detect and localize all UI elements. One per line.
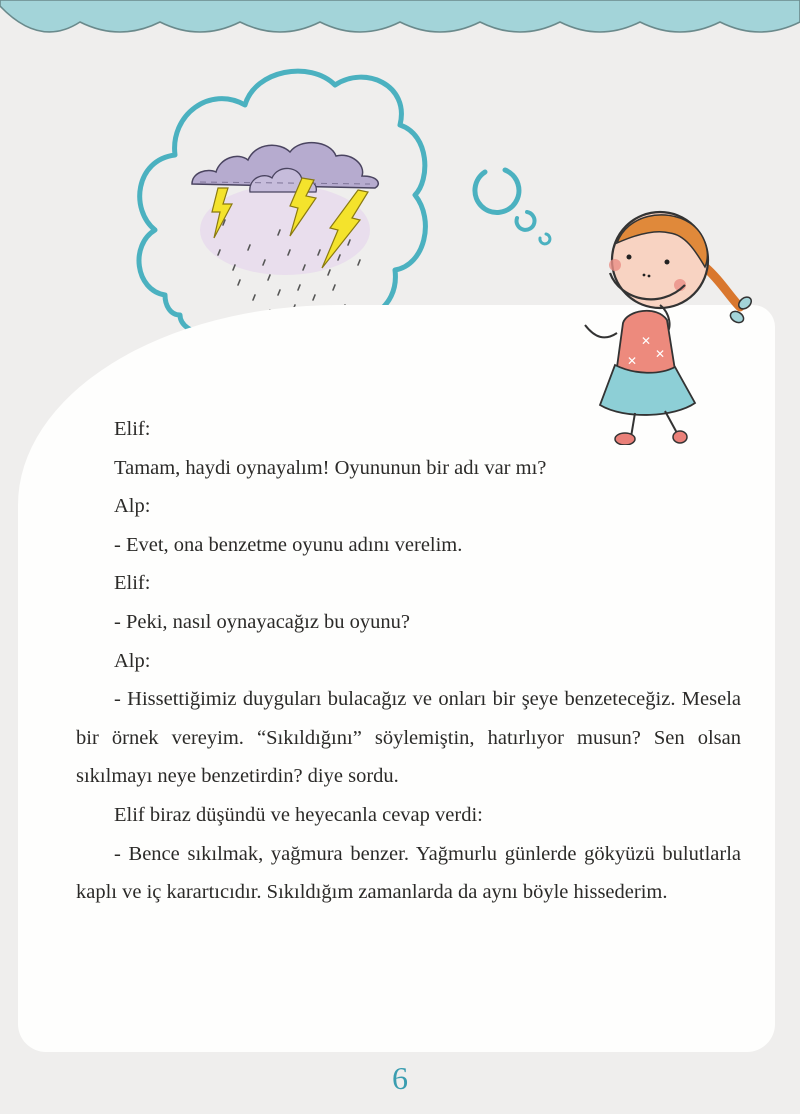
speaker-label: Elif: bbox=[114, 418, 151, 440]
dialogue-line: Elif biraz düşündü ve heyecanla cevap verdi: bbox=[114, 803, 483, 826]
rain-drop bbox=[233, 265, 235, 270]
girl-illustration bbox=[555, 205, 770, 445]
rain-drop bbox=[238, 280, 240, 285]
speaker-label: Elif: bbox=[114, 572, 151, 595]
speaker-label: Alp: bbox=[114, 649, 151, 672]
thought-trail-bubbles bbox=[455, 160, 565, 255]
svg-text:✕: ✕ bbox=[641, 334, 652, 348]
rain-drop bbox=[268, 275, 270, 280]
dialogue-line: - Hissettiğimiz duyguları bulacağız ve onları bir şeye benzeteceğiz. Mesela bir örnek vereyim. “Sıkıldığını” söylemiştin, hatırlıyor musun? Sen olsan sıkılmayı neye benzetirdin? diye sordu. bbox=[76, 688, 741, 788]
rain-drop bbox=[278, 290, 280, 295]
rain-drop bbox=[358, 260, 360, 265]
rain-drop bbox=[253, 295, 255, 300]
rain-drop bbox=[333, 285, 335, 290]
dialogue-line: - Peki, nasıl oynayacağız bu oyunu? bbox=[114, 610, 411, 633]
dialogue-line: - Bence sıkılmak, yağmura benzer. Yağmurlu günlerde gökyüzü bulutlarla kaplı ve iç karartıcıdır. Sıkıldığım zamanlarda da aynı böyle hissederim. bbox=[76, 842, 741, 904]
skirt bbox=[600, 365, 695, 415]
svg-text:✕: ✕ bbox=[627, 354, 638, 368]
rain-drop bbox=[313, 295, 315, 300]
scalloped-header-border bbox=[0, 0, 800, 40]
page-number: 6 bbox=[392, 1060, 408, 1096]
rain-drop bbox=[328, 270, 330, 275]
dialogue-line: Tamam, haydi oynayalım! Oyununun bir adı var mı? bbox=[114, 456, 547, 479]
rain-drop bbox=[298, 285, 300, 290]
braid bbox=[705, 267, 740, 307]
story-text bbox=[76, 410, 741, 912]
svg-text:✕: ✕ bbox=[655, 347, 666, 361]
speaker-label: Alp: bbox=[114, 495, 151, 518]
dialogue-line: - Evet, ona benzetme oyunu adını verelim. bbox=[114, 533, 463, 556]
